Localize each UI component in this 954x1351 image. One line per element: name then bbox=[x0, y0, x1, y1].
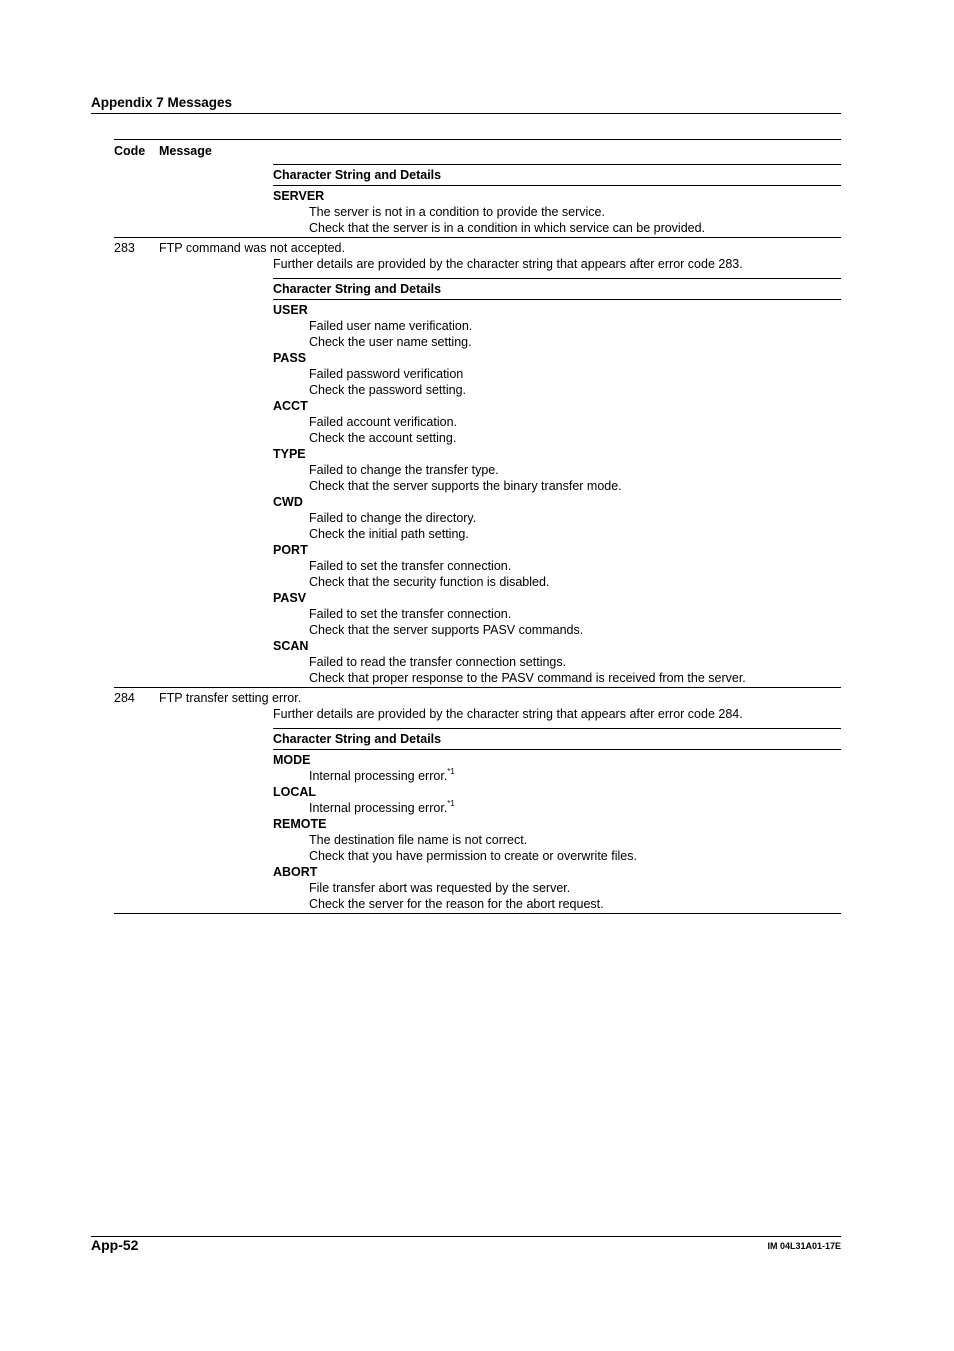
detail-text: Failed to change the transfer type. bbox=[309, 463, 499, 477]
code-column-header: Code bbox=[114, 144, 146, 158]
header-title: Appendix 7 Messages bbox=[91, 95, 233, 110]
details-header: Character String and Details bbox=[273, 728, 841, 750]
detail-text: Check the account setting. bbox=[309, 431, 457, 445]
character-string-key: LOCAL bbox=[273, 785, 317, 799]
character-string-key: PORT bbox=[273, 543, 308, 557]
detail-text: Failed to set the transfer connection. bbox=[309, 559, 512, 573]
detail-line bbox=[309, 510, 841, 526]
messages-table bbox=[114, 139, 841, 914]
detail-line bbox=[309, 462, 841, 478]
details-block bbox=[273, 164, 841, 237]
header-rule bbox=[91, 113, 841, 114]
character-string-key: PASS bbox=[273, 351, 307, 365]
details-block bbox=[273, 728, 841, 913]
detail-line bbox=[309, 414, 841, 430]
detail-text: Check that proper response to the PASV command is received from the server. bbox=[309, 671, 746, 685]
message-column-header: Message bbox=[159, 144, 212, 158]
character-string-key: REMOTE bbox=[273, 817, 327, 831]
character-string-key: CWD bbox=[273, 495, 303, 509]
detail-text: The destination file name is not correct. bbox=[309, 833, 528, 847]
detail-line bbox=[309, 670, 841, 686]
character-string-key: MODE bbox=[273, 753, 311, 767]
details-list bbox=[273, 300, 841, 687]
table-row bbox=[114, 164, 841, 238]
table-row bbox=[114, 688, 841, 914]
detail-text: Check that the security function is disabled. bbox=[309, 575, 550, 589]
detail-line bbox=[309, 606, 841, 622]
detail-line bbox=[309, 318, 841, 334]
detail-text: Internal processing error. bbox=[309, 769, 448, 783]
detail-line bbox=[309, 382, 841, 398]
detail-text: Check the password setting. bbox=[309, 383, 467, 397]
detail-line bbox=[309, 896, 841, 912]
page-number: App-52 bbox=[91, 1237, 139, 1253]
detail-text: Failed account verification. bbox=[309, 415, 457, 429]
character-string-key: ACCT bbox=[273, 399, 308, 413]
character-string-key: TYPE bbox=[273, 447, 306, 461]
table-row bbox=[114, 238, 841, 688]
detail-line bbox=[309, 768, 841, 784]
document-id: IM 04L31A01-17E bbox=[767, 1241, 841, 1251]
detail-line bbox=[309, 880, 841, 896]
details-block bbox=[273, 278, 841, 687]
detail-text: Internal processing error. bbox=[309, 801, 448, 815]
footer-rule bbox=[91, 1236, 841, 1237]
error-code: 284 bbox=[114, 691, 135, 705]
detail-text: Check that you have permission to create or overwrite files. bbox=[309, 849, 637, 863]
detail-line bbox=[309, 800, 841, 816]
detail-text: Failed user name verification. bbox=[309, 319, 473, 333]
details-header: Character String and Details bbox=[273, 164, 841, 186]
detail-text: Failed to change the directory. bbox=[309, 511, 477, 525]
detail-line bbox=[309, 848, 841, 864]
details-list bbox=[273, 750, 841, 913]
further-details-text: Further details are provided by the character string that appears after error code 284. bbox=[273, 707, 743, 721]
table-body bbox=[114, 164, 841, 914]
detail-line bbox=[309, 366, 841, 382]
detail-text: File transfer abort was requested by the server. bbox=[309, 881, 571, 895]
detail-line bbox=[309, 832, 841, 848]
detail-line bbox=[309, 334, 841, 350]
error-message: FTP command was not accepted. bbox=[159, 241, 345, 255]
detail-text: Check the initial path setting. bbox=[309, 527, 469, 541]
detail-line bbox=[309, 558, 841, 574]
character-string-key: ABORT bbox=[273, 865, 318, 879]
detail-line bbox=[309, 526, 841, 542]
error-code: 283 bbox=[114, 241, 135, 255]
further-details-text: Further details are provided by the character string that appears after error code 283. bbox=[273, 257, 743, 271]
detail-line bbox=[309, 220, 841, 236]
footnote-marker: *1 bbox=[447, 767, 455, 776]
detail-text: Check the user name setting. bbox=[309, 335, 472, 349]
detail-line bbox=[309, 430, 841, 446]
table-header bbox=[114, 140, 841, 164]
character-string-key: SCAN bbox=[273, 639, 309, 653]
error-message: FTP transfer setting error. bbox=[159, 691, 302, 705]
character-string-key: USER bbox=[273, 303, 308, 317]
detail-text: Check that the server supports the binary transfer mode. bbox=[309, 479, 622, 493]
detail-line bbox=[309, 654, 841, 670]
details-list bbox=[273, 186, 841, 237]
detail-line bbox=[309, 478, 841, 494]
detail-line bbox=[309, 204, 841, 220]
detail-text: Failed to set the transfer connection. bbox=[309, 607, 512, 621]
character-string-key: PASV bbox=[273, 591, 307, 605]
details-header: Character String and Details bbox=[273, 278, 841, 300]
footnote-marker: *1 bbox=[447, 799, 455, 808]
detail-line bbox=[309, 622, 841, 638]
detail-line bbox=[309, 574, 841, 590]
detail-text: The server is not in a condition to provide the service. bbox=[309, 205, 605, 219]
character-string-key: SERVER bbox=[273, 189, 325, 203]
detail-text: Failed password verification bbox=[309, 367, 464, 381]
detail-text: Failed to read the transfer connection settings. bbox=[309, 655, 567, 669]
detail-text: Check the server for the reason for the abort request. bbox=[309, 897, 604, 911]
detail-text: Check that the server is in a condition in which service can be provided. bbox=[309, 221, 706, 235]
detail-text: Check that the server supports PASV commands. bbox=[309, 623, 584, 637]
